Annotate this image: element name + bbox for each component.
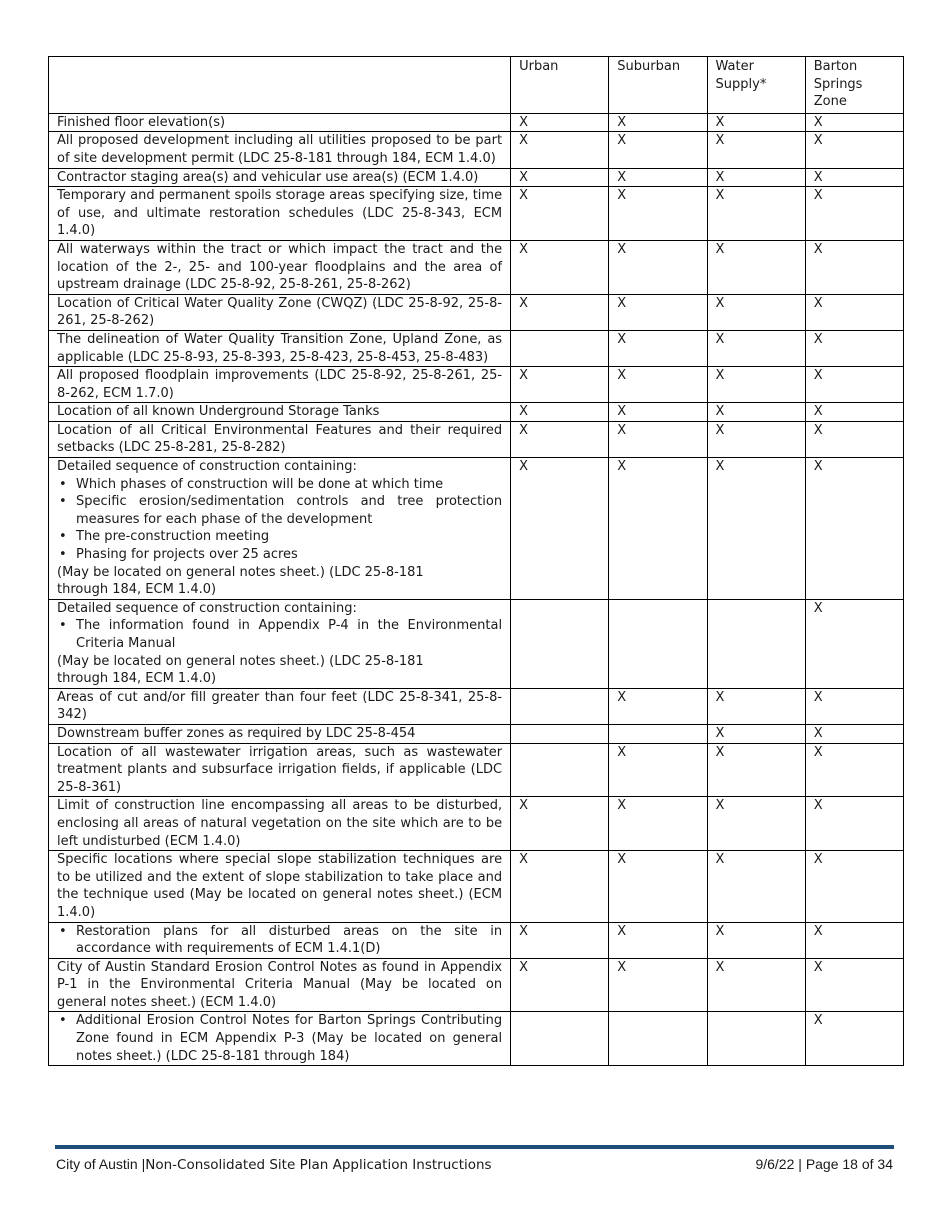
- mark-urban: X: [511, 421, 609, 457]
- requirement-description: [49, 743, 511, 797]
- mark-water-supply: X: [707, 132, 805, 168]
- requirement-text: Location of all Critical Environmental Features and their required setbacks (LDC 25-8-281, 25-8-282): [57, 422, 503, 456]
- requirement-bullet-list: [57, 476, 502, 564]
- table-row: [49, 688, 904, 724]
- table-row: [49, 851, 904, 922]
- requirement-bullet-list: [57, 1012, 502, 1065]
- mark-suburban: X: [609, 132, 707, 168]
- table-row: [49, 1012, 904, 1066]
- requirement-bullet: • Specific erosion/sedimentation controls and tree protection measures for each phase of the development: [76, 493, 502, 528]
- mark-barton-springs-zone: X: [805, 599, 903, 688]
- mark-barton-springs-zone: X: [805, 330, 903, 366]
- requirement-note: (May be located on general notes sheet.) (LDC 25-8-181: [57, 564, 424, 580]
- table-row: [49, 187, 904, 241]
- footer-date: 9/6/22: [755, 1156, 795, 1172]
- mark-urban: [511, 599, 609, 688]
- requirement-text: Location of all known Underground Storage Tanks: [57, 404, 380, 420]
- mark-water-supply: X: [707, 294, 805, 330]
- requirement-text: Detailed sequence of construction containing:: [57, 459, 357, 475]
- mark-urban: X: [511, 132, 609, 168]
- requirement-text: Specific locations where special slope stabilization techniques are to be utilized and the extent of slope stabilization to take place and the technique used (May be located on general notes sheet.) (ECM 1.4.0): [57, 852, 503, 920]
- table-row: [49, 421, 904, 457]
- mark-barton-springs-zone: X: [805, 958, 903, 1012]
- mark-suburban: X: [609, 922, 707, 958]
- footer-org: City of Austin: [56, 1156, 138, 1172]
- requirement-note: through 184, ECM 1.4.0): [57, 671, 217, 687]
- mark-barton-springs-zone: X: [805, 724, 903, 743]
- mark-suburban: X: [609, 367, 707, 403]
- requirement-bullet: • The information found in Appendix P-4 in the Environmental Criteria Manual: [76, 617, 502, 652]
- mark-water-supply: X: [707, 403, 805, 422]
- mark-barton-springs-zone: X: [805, 458, 903, 600]
- table-row: [49, 958, 904, 1012]
- footer-left: [56, 1156, 492, 1173]
- mark-urban: X: [511, 958, 609, 1012]
- mark-barton-springs-zone: X: [805, 168, 903, 187]
- mark-urban: [511, 724, 609, 743]
- table-row: [49, 132, 904, 168]
- footer-document-title: Non-Consolidated Site Plan Application Instructions: [145, 1157, 492, 1173]
- mark-suburban: X: [609, 330, 707, 366]
- requirement-text: City of Austin Standard Erosion Control Notes as found in Appendix P-1 in the Environmental Criteria Manual (May be located on general notes sheet.) (ECM 1.4.0): [57, 959, 503, 1010]
- requirement-description: [49, 403, 511, 422]
- mark-barton-springs-zone: X: [805, 797, 903, 851]
- table-row: [49, 599, 904, 688]
- footer-separator: |: [798, 1156, 806, 1172]
- requirement-description: [49, 797, 511, 851]
- mark-suburban: [609, 724, 707, 743]
- table-row: [49, 403, 904, 422]
- requirement-description: [49, 458, 511, 600]
- mark-water-supply: [707, 1012, 805, 1066]
- table-row: [49, 330, 904, 366]
- mark-water-supply: X: [707, 187, 805, 241]
- mark-suburban: X: [609, 851, 707, 922]
- table-row: [49, 797, 904, 851]
- mark-barton-springs-zone: X: [805, 922, 903, 958]
- requirement-description: [49, 599, 511, 688]
- mark-water-supply: X: [707, 851, 805, 922]
- mark-urban: [511, 1012, 609, 1066]
- table-row: [49, 458, 904, 600]
- requirement-description: [49, 240, 511, 294]
- requirement-description: [49, 688, 511, 724]
- mark-urban: X: [511, 851, 609, 922]
- mark-urban: [511, 330, 609, 366]
- requirement-text: Detailed sequence of construction containing:: [57, 600, 357, 616]
- mark-barton-springs-zone: X: [805, 187, 903, 241]
- requirement-description: [49, 367, 511, 403]
- requirement-bullet: • Additional Erosion Control Notes for Barton Springs Contributing Zone found in ECM Appendix P-3 (May be located on general notes sheet.) (LDC 25-8-181 through 184): [76, 1012, 502, 1065]
- footer-right: [755, 1156, 893, 1172]
- mark-suburban: X: [609, 113, 707, 132]
- requirement-text: Contractor staging area(s) and vehicular use area(s) (ECM 1.4.0): [57, 169, 479, 185]
- table-row: [49, 168, 904, 187]
- mark-suburban: X: [609, 403, 707, 422]
- mark-water-supply: X: [707, 797, 805, 851]
- requirement-text: Areas of cut and/or fill greater than four feet (LDC 25-8-341, 25-8-342): [57, 689, 503, 723]
- mark-barton-springs-zone: X: [805, 240, 903, 294]
- table-row: [49, 367, 904, 403]
- mark-urban: X: [511, 240, 609, 294]
- mark-barton-springs-zone: X: [805, 421, 903, 457]
- mark-suburban: X: [609, 743, 707, 797]
- mark-water-supply: X: [707, 458, 805, 600]
- requirement-bullet: • Restoration plans for all disturbed areas on the site in accordance with requirements of ECM 1.4.1(D): [76, 923, 502, 958]
- mark-urban: X: [511, 187, 609, 241]
- requirement-description: [49, 724, 511, 743]
- mark-suburban: X: [609, 240, 707, 294]
- mark-water-supply: X: [707, 367, 805, 403]
- mark-urban: X: [511, 403, 609, 422]
- footer-separator: |: [141, 1156, 146, 1172]
- table-row: [49, 294, 904, 330]
- requirements-table: [48, 56, 904, 1066]
- mark-water-supply: X: [707, 688, 805, 724]
- mark-barton-springs-zone: X: [805, 132, 903, 168]
- requirement-description: [49, 922, 511, 958]
- requirement-description: [49, 851, 511, 922]
- mark-barton-springs-zone: X: [805, 367, 903, 403]
- requirement-text: All proposed development including all utilities proposed to be part of site development permit (LDC 25-8-181 through 184, ECM 1.4.0): [57, 133, 503, 166]
- table-header-row: [49, 57, 904, 114]
- mark-water-supply: X: [707, 958, 805, 1012]
- mark-barton-springs-zone: X: [805, 851, 903, 922]
- mark-water-supply: X: [707, 922, 805, 958]
- mark-urban: [511, 688, 609, 724]
- mark-barton-springs-zone: X: [805, 294, 903, 330]
- requirement-text: Limit of construction line encompassing all areas to be disturbed, enclosing all areas of natural vegetation on the site which are to be left undisturbed (ECM 1.4.0): [57, 798, 503, 849]
- mark-suburban: [609, 1012, 707, 1066]
- mark-suburban: X: [609, 187, 707, 241]
- header-suburban: Suburban: [609, 57, 707, 114]
- footer-rule: [55, 1145, 894, 1149]
- mark-suburban: [609, 599, 707, 688]
- requirement-text: All waterways within the tract or which impact the tract and the location of the 2-, 25- and 100-year floodplains and the area of upstream drainage (LDC 25-8-92, 25-8-261, 25-8-262): [57, 241, 503, 293]
- requirement-description: [49, 1012, 511, 1066]
- header-barton-springs-zone: Barton Springs Zone: [805, 57, 903, 114]
- table-row: [49, 240, 904, 294]
- table-body: [49, 113, 904, 1065]
- mark-water-supply: X: [707, 113, 805, 132]
- mark-urban: [511, 743, 609, 797]
- mark-barton-springs-zone: X: [805, 1012, 903, 1066]
- mark-suburban: X: [609, 797, 707, 851]
- requirement-text: All proposed floodplain improvements (LDC 25-8-92, 25-8-261, 25-8-262, ECM 1.7.0): [57, 368, 503, 401]
- mark-suburban: X: [609, 958, 707, 1012]
- requirement-text: Downstream buffer zones as required by LDC 25-8-454: [57, 725, 416, 741]
- requirement-bullet: • Which phases of construction will be done at which time: [76, 476, 502, 494]
- requirement-description: [49, 330, 511, 366]
- mark-water-supply: [707, 599, 805, 688]
- mark-suburban: X: [609, 168, 707, 187]
- requirement-description: [49, 132, 511, 168]
- header-description: [49, 57, 511, 114]
- requirement-bullet: • The pre-construction meeting: [76, 528, 502, 546]
- table-row: [49, 113, 904, 132]
- requirement-bullet-list: [57, 617, 502, 652]
- mark-water-supply: X: [707, 421, 805, 457]
- table-row: [49, 922, 904, 958]
- mark-water-supply: X: [707, 743, 805, 797]
- table-row: [49, 743, 904, 797]
- header-urban: Urban: [511, 57, 609, 114]
- requirement-text: Finished floor elevation(s): [57, 114, 226, 130]
- mark-urban: X: [511, 458, 609, 600]
- mark-urban: X: [511, 922, 609, 958]
- footer-page-number: Page 18 of 34: [805, 1156, 893, 1172]
- requirement-note: through 184, ECM 1.4.0): [57, 582, 217, 598]
- header-water-supply: Water Supply*: [707, 57, 805, 114]
- mark-urban: X: [511, 113, 609, 132]
- mark-barton-springs-zone: X: [805, 743, 903, 797]
- mark-water-supply: X: [707, 168, 805, 187]
- requirement-text: Location of all wastewater irrigation areas, such as wastewater treatment plants and subsurface irrigation fields, if applicable (LDC 25-8-361): [57, 744, 503, 795]
- requirement-note: (May be located on general notes sheet.) (LDC 25-8-181: [57, 653, 424, 669]
- requirement-description: [49, 168, 511, 187]
- mark-water-supply: X: [707, 724, 805, 743]
- mark-water-supply: X: [707, 240, 805, 294]
- requirement-bullet: • Phasing for projects over 25 acres: [76, 546, 502, 564]
- requirement-bullet-list: [57, 923, 502, 958]
- mark-water-supply: X: [707, 330, 805, 366]
- mark-urban: X: [511, 168, 609, 187]
- mark-barton-springs-zone: X: [805, 403, 903, 422]
- requirement-description: [49, 294, 511, 330]
- mark-suburban: X: [609, 688, 707, 724]
- mark-suburban: X: [609, 458, 707, 600]
- mark-barton-springs-zone: X: [805, 688, 903, 724]
- mark-barton-springs-zone: X: [805, 113, 903, 132]
- mark-urban: X: [511, 797, 609, 851]
- requirement-text: Location of Critical Water Quality Zone (CWQZ) (LDC 25-8-92, 25-8-261, 25-8-262): [57, 295, 503, 329]
- mark-suburban: X: [609, 294, 707, 330]
- requirement-description: [49, 421, 511, 457]
- requirement-description: [49, 187, 511, 241]
- requirement-text: Temporary and permanent spoils storage areas specifying size, time of use, and ultimate restoration schedules (LDC 25-8-343, ECM 1.4.0): [57, 188, 503, 239]
- table-row: [49, 724, 904, 743]
- requirement-text: The delineation of Water Quality Transition Zone, Upland Zone, as applicable (LDC 25-8-93, 25-8-393, 25-8-423, 25-8-453, 25-8-483): [57, 331, 503, 365]
- mark-suburban: X: [609, 421, 707, 457]
- requirement-description: [49, 958, 511, 1012]
- requirement-description: [49, 113, 511, 132]
- mark-urban: X: [511, 294, 609, 330]
- mark-urban: X: [511, 367, 609, 403]
